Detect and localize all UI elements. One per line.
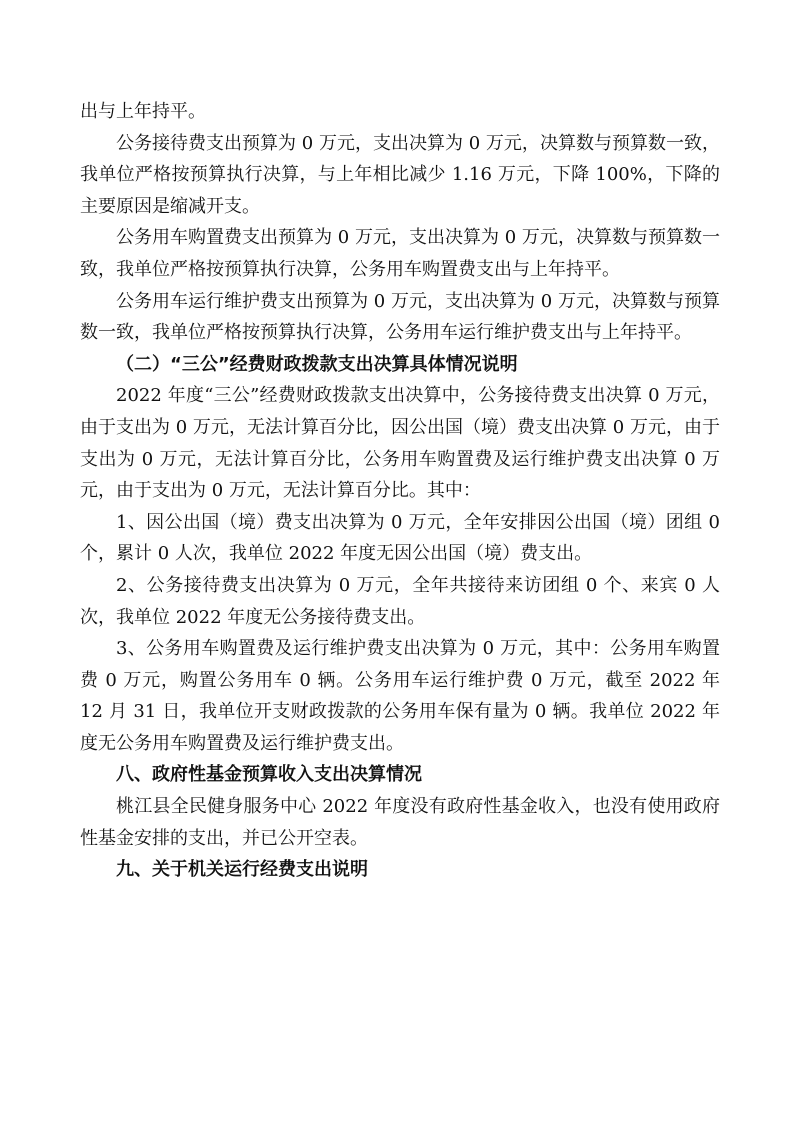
paragraph-vehicle-maintenance: 公务用车运行维护费支出预算为 0 万元，支出决算为 0 万元，决算数与预算数一致，我单位严格按预算执行决算，公务用车运行维护费支出与上年持平。 bbox=[80, 290, 720, 344]
document-page bbox=[80, 96, 720, 886]
paragraph-vehicle-purchase: 公务用车购置费支出预算为 0 万元，支出决算为 0 万元，决算数与预算数一致，我单位严格按预算执行决算，公务用车购置费支出与上年持平。 bbox=[80, 227, 720, 280]
paragraph-item-3-vehicles: 3、公务用车购置费及运行维护费支出决算为 0 万元，其中：公务用车购置费 0 万元，购置公务用车 0 辆。公务用车运行维护费 0 万元，截至 2022 年 12 月 31 日，我单位开支财政拨款的公务用车保有量为 0 辆。我单位 2022 年度无公务用车购置费及运行维护费支出。 bbox=[80, 638, 720, 754]
section-heading-government-fund: 八、政府性基金预算收入支出决算情况 bbox=[116, 764, 422, 786]
paragraph-government-fund: 桃江县全民健身服务中心 2022 年度没有政府性基金收入，也没有使用政府性基金安排的支出，并已公开空表。 bbox=[80, 796, 720, 849]
paragraph-continuation: 出与上年持平。 bbox=[80, 101, 206, 122]
paragraph-reception-expense: 公务接待费支出预算为 0 万元，支出决算为 0 万元，决算数与预算数一致，我单位严格按预算执行决算，与上年相比减少 1.16 万元，下降 100%，下降的主要原因是缩减开支。 bbox=[80, 132, 720, 217]
section-heading-operating-expense: 九、关于机关运行经费支出说明 bbox=[116, 859, 368, 881]
section-heading-three-public: （二）“三公”经费财政拨款支出决算具体情况说明 bbox=[116, 353, 518, 375]
paragraph-item-1-overseas: 1、因公出国（境）费支出决算为 0 万元，全年安排因公出国（境）团组 0 个，累计 0 人次，我单位 2022 年度无因公出国（境）费支出。 bbox=[80, 511, 720, 565]
paragraph-three-public-summary: 2022 年度“三公”经费财政拨款支出决算中，公务接待费支出决算 0 万元，由于支出为 0 万元，无法计算百分比，因公出国（境）费支出决算 0 万元，由于支出为 0 万元，无法计算百分比，公务用车购置费及运行维护费支出决算 0 万元，由于支出为 0 万元，无法计算百分比。其中： bbox=[80, 385, 720, 502]
paragraph-item-2-reception: 2、公务接待费支出决算为 0 万元，全年共接待来访团组 0 个、来宾 0 人次，我单位 2022 年度无公务接待费支出。 bbox=[80, 574, 720, 628]
